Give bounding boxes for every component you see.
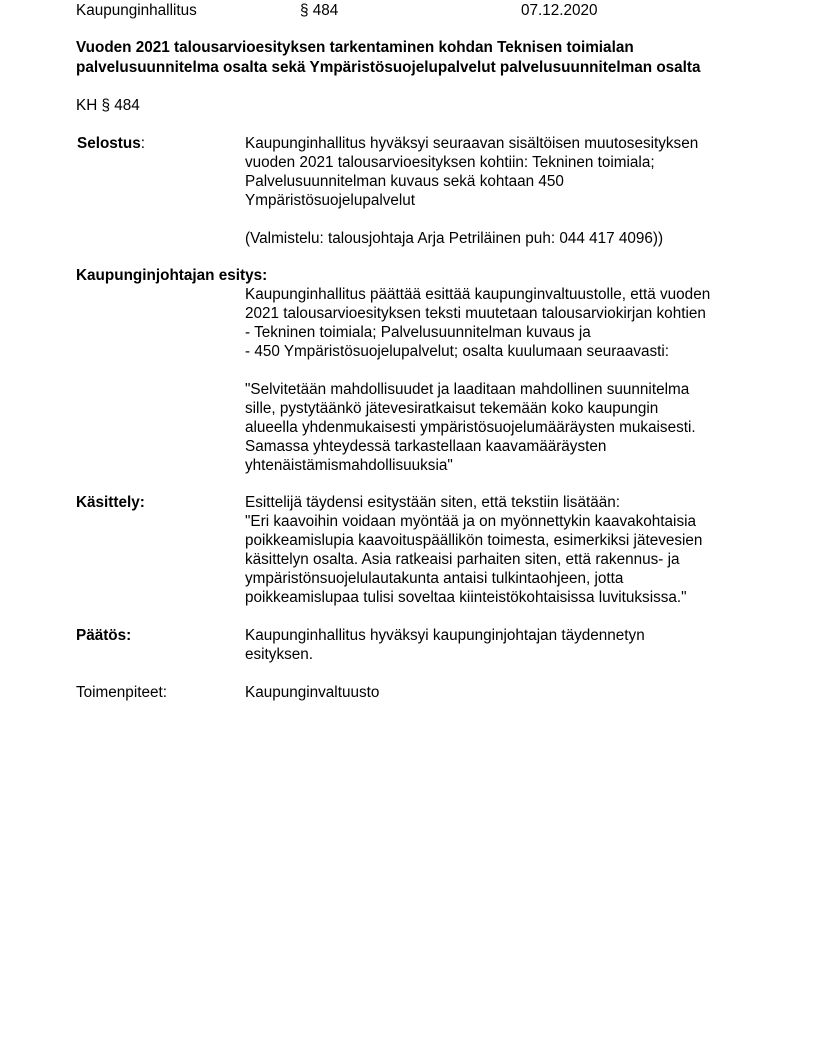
title-line-2: palvelusuunnitelma osalta sekä Ympäristösuojelupalvelut palvelusuunnitelman osalta xyxy=(76,59,701,76)
selostus-label-colon: : xyxy=(140,135,146,152)
decision-line: esityksen. xyxy=(245,646,314,663)
handling-line: poikkeamislupia kaavoituspäällikön toimesta, esimerkiksi jätevesien xyxy=(245,532,703,549)
decision-label: Päätös: xyxy=(76,627,132,644)
handling-line: "Eri kaavoihin voidaan myöntää ja on myönnettykin kaavakohtaisia xyxy=(245,513,696,530)
handling-line: ympäristönsuojelulautakunta antaisi tulkintaohjeen, jotta xyxy=(245,570,624,587)
selostus-label-text: Selostus xyxy=(77,135,141,152)
header-date: 07.12.2020 xyxy=(521,2,598,19)
proposal-line: Kaupunginhallitus päättää esittää kaupunginvaltuustolle, että vuoden xyxy=(245,286,711,303)
document-title xyxy=(76,38,766,78)
proposal-quote-line: "Selvitetään mahdollisuudet ja laaditaan mahdollinen suunnitelma xyxy=(245,381,690,398)
decision-text xyxy=(245,626,765,664)
actions-value: Kaupunginvaltuusto xyxy=(245,684,380,701)
handling-line: Esittelijä täydensi esitystään siten, että tekstiin lisätään: xyxy=(245,494,620,511)
header-section: § 484 xyxy=(300,2,339,19)
spacer xyxy=(245,361,765,380)
handling-line: käsittelyn osalta. Asia ratkeaisi parhaiten siten, että rakennus- ja xyxy=(245,551,680,568)
spacer xyxy=(245,210,765,229)
proposal-line: - Tekninen toimiala; Palvelusuunnitelman kuvaus ja xyxy=(245,324,591,341)
selostus-line: Ympäristösuojelupalvelut xyxy=(245,192,416,209)
reference: KH § 484 xyxy=(76,97,140,114)
proposal-line: 2021 talousarvioesityksen teksti muutetaan talousarviokirjan kohtien xyxy=(245,305,706,322)
selostus-text xyxy=(245,134,765,248)
handling-text xyxy=(245,493,765,607)
proposal-quote-line: sille, pystytäänkö jätevesiratkaisut tekemään koko kaupungin xyxy=(245,400,659,417)
actions-label: Toimenpiteet: xyxy=(76,684,167,701)
proposal-quote-line: alueella yhdenmukaisesti ympäristösuojelumääräysten mukaisesti. xyxy=(245,419,696,436)
handling-line: poikkeamislupaa tulisi soveltaa kiinteistökohtaisissa luvituksissa." xyxy=(245,589,687,606)
selostus-label xyxy=(77,134,145,153)
selostus-line: vuoden 2021 talousarvioesityksen kohtiin: Tekninen toimiala; xyxy=(245,154,655,171)
handling-label: Käsittely: xyxy=(76,494,145,511)
proposal-quote-line: Samassa yhteydessä tarkastellaan kaavamääräysten xyxy=(245,438,607,455)
proposal-line: - 450 Ympäristösuojelupalvelut; osalta kuulumaan seuraavasti: xyxy=(245,343,670,360)
selostus-line: Kaupunginhallitus hyväksyi seuraavan sisältöisen muutosesityksen xyxy=(245,135,699,152)
title-line-1: Vuoden 2021 talousarvioesityksen tarkentaminen kohdan Teknisen toimialan xyxy=(76,39,634,56)
decision-line: Kaupunginhallitus hyväksyi kaupunginjohtajan täydennetyn xyxy=(245,627,645,644)
proposal-text xyxy=(245,285,765,475)
selostus-preparation: (Valmistelu: talousjohtaja Arja Petriläinen puh: 044 417 4096)) xyxy=(245,230,664,247)
selostus-line: Palvelusuunnitelman kuvaus sekä kohtaan 450 xyxy=(245,173,564,190)
proposal-quote-line: yhtenäistämismahdollisuuksia" xyxy=(245,457,453,474)
header-organ: Kaupunginhallitus xyxy=(76,2,197,19)
proposal-label: Kaupunginjohtajan esitys: xyxy=(76,267,268,284)
